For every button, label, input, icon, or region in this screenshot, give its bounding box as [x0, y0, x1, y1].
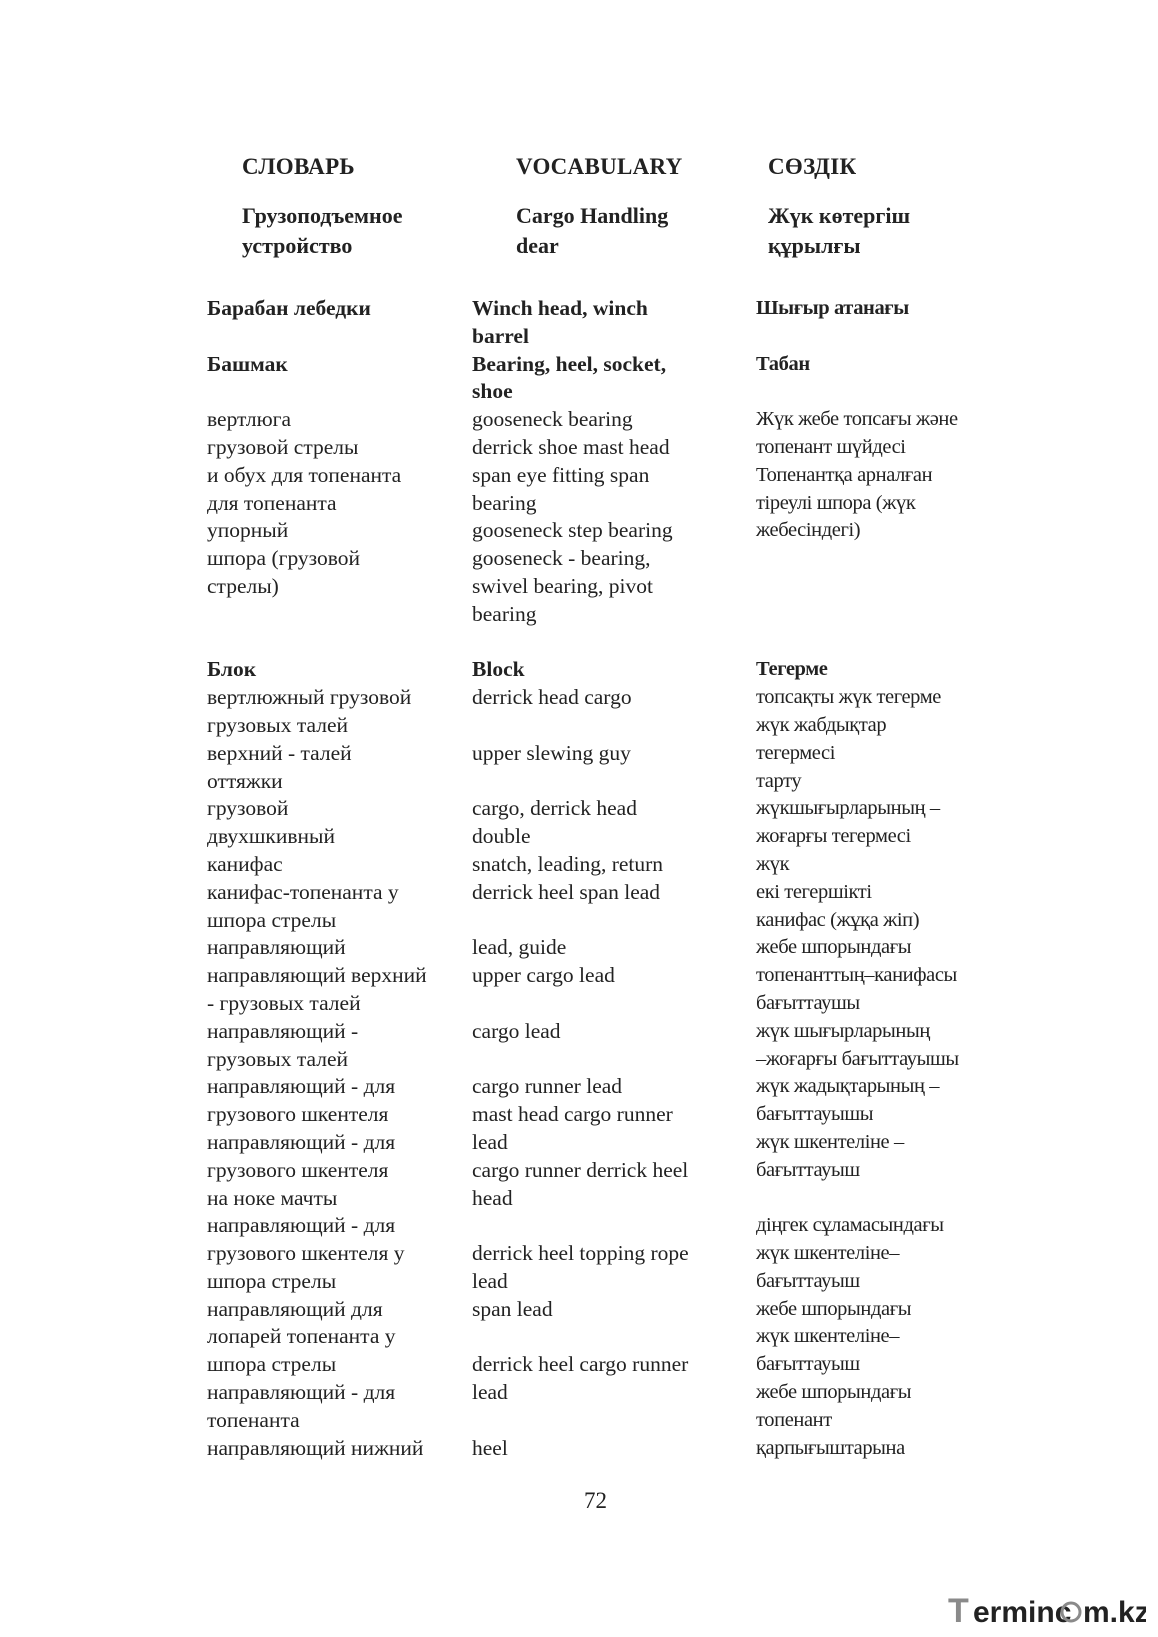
kz-entry-line: бағыттауышы	[756, 1103, 874, 1126]
ru-entry-line: верхний - талей	[207, 740, 352, 765]
ru-entry-line: грузового шкентеля	[207, 1102, 389, 1127]
subtitle-kz-line-1: Жүк көтергіш	[768, 203, 911, 228]
ru-entry-line: направляющий - для	[207, 1129, 396, 1154]
ru-entry-line: Блок	[207, 657, 257, 682]
en-entry-line: head	[472, 1185, 513, 1210]
en-entry-line: heel	[472, 1435, 508, 1460]
ru-entry-line: направляющий -	[207, 1018, 359, 1043]
ru-entry-line: лопарей топенанта у	[207, 1324, 396, 1349]
en-entry-line: derrick heel span lead	[472, 879, 661, 904]
kz-entry-line	[756, 629, 959, 657]
en-entry-line: bearing	[472, 601, 537, 626]
header-en: VOCABULARY	[516, 154, 683, 179]
en-entry-line	[472, 1046, 689, 1074]
kz-entry-line: Табан	[756, 352, 810, 375]
header-kz: СӨЗДІК	[768, 154, 857, 179]
en-entry-line: snatch, leading, return	[472, 851, 664, 876]
en-entry-line: derrick heel cargo runner	[472, 1352, 689, 1377]
en-entry-line: derrick heel topping rope	[472, 1241, 689, 1266]
ru-entry-line: вертлюжный грузовой	[207, 685, 412, 710]
subtitle-en-line-1: Cargo Handling	[516, 203, 669, 228]
kz-entry-line: топсақты жүк тегерме	[756, 686, 941, 709]
ru-entry-line	[207, 629, 427, 657]
ru-entry-line: оттяжки	[207, 768, 283, 793]
en-entry-line: gooseneck step bearing	[472, 518, 673, 543]
ru-entry-line: шпора стрелы	[207, 1352, 337, 1377]
ru-entry-line: грузовой стрелы	[207, 434, 359, 459]
ru-entry-line: Барабан лебедки	[207, 296, 371, 320]
kz-entry-line: тегермесі	[756, 741, 836, 764]
kz-entry-line: тарту	[756, 769, 802, 792]
ru-entry-line	[207, 323, 427, 351]
ru-entry-line: грузовых талей	[207, 712, 349, 737]
ru-entry-line: шпора стрелы	[207, 1268, 337, 1293]
subtitle-ru-line-1: Грузоподъемное	[242, 203, 403, 228]
ru-entry-line: вертлюга	[207, 407, 292, 432]
en-entry-line: barrel	[472, 323, 529, 348]
en-entry-line: upper cargo lead	[472, 963, 615, 988]
kz-entry-line	[756, 1185, 959, 1213]
kz-entry-line: бағыттауыш	[756, 1158, 860, 1181]
ru-entry-line: и обух для топенанта	[207, 462, 402, 487]
kz-entry-line: Топенантқа арналған	[756, 463, 933, 486]
subtitle-en	[516, 201, 668, 261]
kz-entry-line: жебе шпорындағы	[756, 1381, 912, 1404]
en-entry-line	[472, 768, 689, 796]
kz-entry-line: канифас (жұқа жіп)	[756, 908, 920, 931]
subtitle-ru	[242, 201, 402, 261]
page-number: 72	[584, 1488, 607, 1513]
ru-entry-line: канифас	[207, 851, 283, 876]
en-entry-line: cargo lead	[472, 1018, 561, 1043]
kz-entry-line: жүкшығырларының –	[756, 797, 940, 820]
ru-entry-line: направляющий - для	[207, 1380, 396, 1405]
logo-text-middle: erminc	[973, 1596, 1072, 1629]
ru-entry-line: канифас-топенанта у	[207, 879, 399, 904]
ru-entry-line: грузового шкентеля	[207, 1157, 389, 1182]
en-entry-line: double	[472, 824, 531, 849]
en-entry-line: span lead	[472, 1296, 553, 1321]
en-entry-line	[472, 1212, 689, 1240]
en-entry-line: swivel bearing, pivot	[472, 573, 653, 598]
en-entry-line	[472, 1407, 689, 1435]
ru-entry-line: шпора (грузовой	[207, 546, 361, 571]
subtitle-kz	[768, 201, 910, 261]
kz-entry-line: Жүк жебе топсағы және	[756, 408, 958, 431]
ru-entry-line: стрелы)	[207, 573, 279, 598]
terminkom-logo-graphic	[946, 1588, 1146, 1630]
ru-entry-line: направляющий - для	[207, 1074, 396, 1099]
logo-text-right: m.kz	[1083, 1596, 1146, 1629]
en-entry-line	[472, 1323, 689, 1351]
ru-entry-line: на ноке мачты	[207, 1185, 338, 1210]
en-entry-line: bearing	[472, 490, 537, 515]
ru-entry-line: шпора стрелы	[207, 907, 337, 932]
kz-entry-line	[756, 323, 959, 351]
kz-entry-line: жүк шығырларының	[756, 1019, 930, 1042]
ru-entry-line: упорный	[207, 518, 289, 543]
kz-entry-line	[756, 378, 959, 406]
subtitle-ru-line-2: устройство	[242, 233, 353, 258]
en-entry-line: cargo, derrick head	[472, 796, 637, 821]
kz-entry-line: топенант	[756, 1408, 832, 1431]
en-entry-line: cargo runner lead	[472, 1074, 623, 1099]
en-entry-line: derrick head cargo	[472, 685, 632, 710]
kz-entry-line: бағыттауыш	[756, 1269, 860, 1292]
en-entry-line: derrick shoe mast head	[472, 434, 670, 459]
ru-entry-line: грузовой	[207, 796, 289, 821]
en-entry-line: upper slewing guy	[472, 740, 631, 765]
ru-entry-line: двухшкивный	[207, 824, 335, 849]
kz-entry-line: жебесіндегі)	[756, 519, 861, 542]
en-entry-line: gooseneck - bearing,	[472, 546, 651, 571]
kz-entry-line	[756, 601, 959, 629]
en-entry-line: lead, guide	[472, 935, 567, 960]
column-russian	[207, 295, 427, 1462]
en-entry-line	[472, 712, 689, 740]
kz-entry-line: жүк шкентеліне –	[756, 1130, 904, 1153]
en-entry-line: shoe	[472, 379, 513, 404]
kz-entry-line: жүк шкентеліне–	[756, 1325, 900, 1348]
kz-entry-line: жебе шпорындағы	[756, 1297, 912, 1320]
kz-entry-line: –жоғарғы бағыттауышы	[756, 1047, 959, 1070]
kz-entry-line: бағыттауыш	[756, 1353, 860, 1376]
kz-entry-line: Тегерме	[756, 658, 828, 681]
en-entry-line: lead	[472, 1380, 508, 1405]
header-ru: СЛОВАРЬ	[242, 154, 355, 179]
kz-entry-line	[756, 573, 959, 601]
en-entry-line: Winch head, winch	[472, 296, 648, 320]
kz-entry-line	[756, 545, 959, 573]
en-entry-line: gooseneck bearing	[472, 407, 633, 432]
en-entry-line: cargo runner derrick heel	[472, 1157, 689, 1182]
subtitle-kz-line-2: құрылғы	[768, 233, 861, 258]
kz-entry-line: екі тегершікті	[756, 880, 872, 903]
en-entry-line: mast head cargo runner	[472, 1102, 673, 1127]
en-entry-line: Block	[472, 657, 525, 682]
ru-entry-line: грузовых талей	[207, 1046, 349, 1071]
ru-entry-line	[207, 601, 427, 629]
kz-entry-line: жүк шкентеліне–	[756, 1242, 900, 1265]
en-entry-line: lead	[472, 1268, 508, 1293]
kz-entry-line: тіреулі шпора (жүк	[756, 491, 916, 514]
subtitle-en-line-2: dear	[516, 233, 559, 258]
en-entry-line: span eye fitting span	[472, 462, 650, 487]
kz-entry-line: Шығыр атанағы	[756, 297, 909, 319]
ru-entry-line: для топенанта	[207, 490, 337, 515]
ru-entry-line: - грузовых талей	[207, 990, 361, 1015]
ru-entry-line: направляющий верхний	[207, 963, 427, 988]
kz-entry-line: топенанттың–канифасы	[756, 964, 957, 987]
kz-entry-line: діңгек сұламасындағы	[756, 1214, 944, 1237]
ru-entry-line: направляющий для	[207, 1296, 383, 1321]
en-entry-line	[472, 990, 689, 1018]
kz-entry-line: жүк жабдықтар	[756, 713, 887, 736]
ru-entry-line: направляющий - для	[207, 1213, 396, 1238]
ru-entry-line: направляющий нижний	[207, 1435, 424, 1460]
ru-entry-line	[207, 378, 427, 406]
en-entry-line: lead	[472, 1129, 508, 1154]
en-entry-line: Bearing, heel, socket,	[472, 351, 667, 376]
ru-entry-line: грузового шкентеля у	[207, 1241, 405, 1266]
en-entry-line	[472, 907, 689, 935]
column-kazakh	[756, 295, 959, 1462]
terminkom-logo	[946, 1588, 1146, 1630]
logo-letter-t: T	[948, 1592, 969, 1630]
kz-entry-line: қарпығыштарына	[756, 1436, 905, 1459]
kz-entry-line: жебе шпорындағы	[756, 936, 912, 959]
ru-entry-line: Башмак	[207, 351, 288, 376]
kz-entry-line: жоғарғы тегермесі	[756, 825, 911, 848]
ru-entry-line: топенанта	[207, 1407, 300, 1432]
column-english	[472, 295, 689, 1462]
ru-entry-line: направляющий	[207, 935, 346, 960]
kz-entry-line: топенант шүйдесі	[756, 435, 906, 458]
en-entry-line	[472, 629, 689, 657]
kz-entry-line: жүк жадықтарының –	[756, 1075, 940, 1098]
kz-entry-line: жүк	[756, 852, 790, 875]
kz-entry-line: бағыттаушы	[756, 991, 860, 1014]
